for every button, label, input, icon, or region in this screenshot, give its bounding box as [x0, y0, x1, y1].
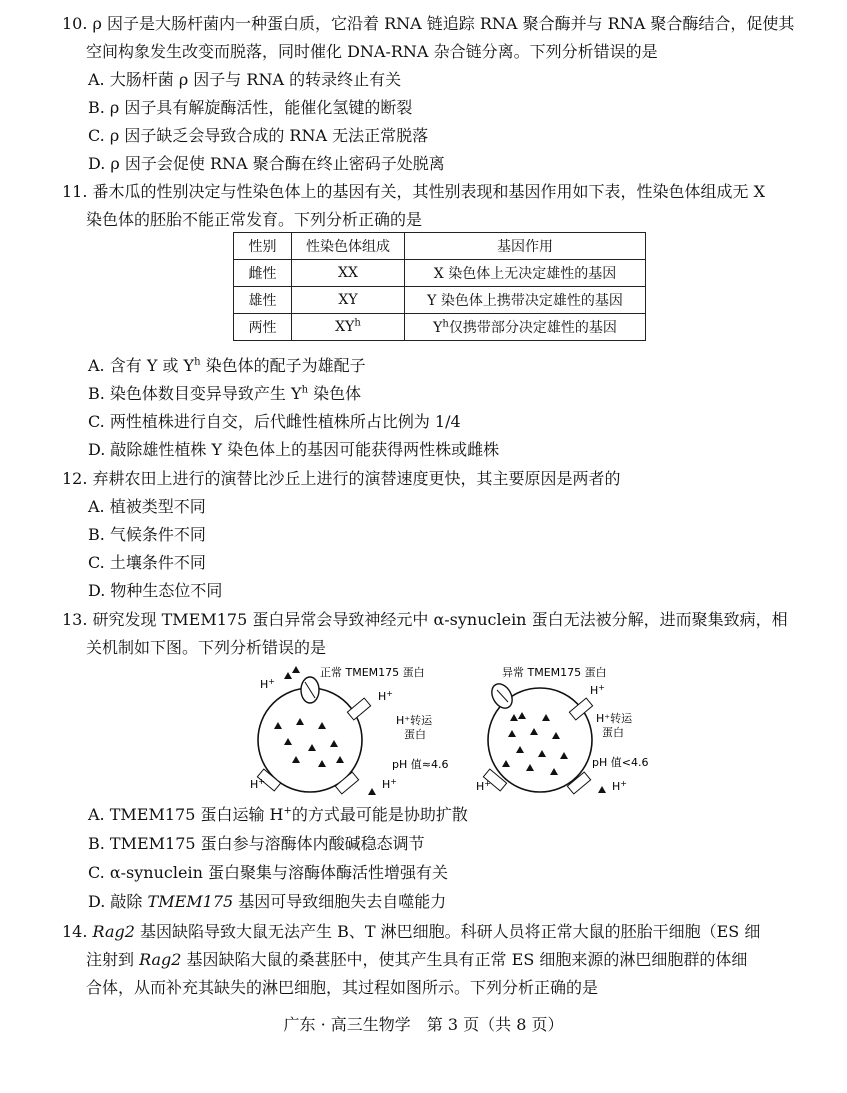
table-row — [234, 260, 646, 287]
option-text: A. TMEM175 蛋白运输 H — [88, 805, 284, 824]
q12-option-d: D. 物种生态位不同 — [88, 581, 223, 600]
gene-name: Rag2 — [139, 950, 182, 969]
transporter-label: H⁺转运 — [396, 714, 433, 727]
q11-option-a — [88, 352, 366, 380]
table-cell: 雌性 — [234, 260, 292, 287]
protein-particles — [274, 718, 344, 767]
superscript-h: h — [194, 356, 201, 368]
q13-option-c: C. α-synuclein 蛋白聚集与溶酶体酶活性增强有关 — [88, 863, 448, 882]
q10-option-a: A. 大肠杆菌 ρ 因子与 RNA 的转录终止有关 — [88, 70, 402, 89]
q14-stem-line3: 合体，从而补充其缺失的淋巴细胞，其过程如图所示。下列分析正确的是 — [86, 978, 599, 997]
option-text: 基因可导致细胞失去自噬能力 — [233, 892, 447, 911]
table-row — [234, 314, 646, 341]
q12-option-c: C. 土壤条件不同 — [88, 553, 206, 572]
superscript-h: h — [301, 384, 309, 396]
sex-determination-table — [233, 232, 646, 341]
h-ion-label: H+ — [476, 779, 491, 793]
q10-option-b: B. ρ 因子具有解旋酶活性，能催化氢键的断裂 — [88, 98, 413, 117]
stem-text: 基因缺陷导致大鼠无法产生 B、T 淋巴细胞。科研人员将正常大鼠的胚胎干细胞（ES 细 — [134, 922, 761, 941]
gene-name: TMEM175 — [147, 892, 234, 911]
abnormal-lysosome — [476, 665, 648, 794]
q11-stem-line1: 11. 番木瓜的性别决定与性染色体上的基因有关，其性别表现和基因作用如下表，性染色体组成无 X — [62, 182, 766, 201]
q10-option-c: C. ρ 因子缺乏会导致合成的 RNA 无法正常脱落 — [88, 126, 429, 145]
table-row — [234, 287, 646, 314]
abnormal-protein-label: 异常 TMEM175 蛋白 — [502, 666, 607, 679]
h-ion-label: H+ — [378, 689, 393, 703]
option-text: A. 含有 Y 或 Y — [88, 356, 195, 375]
stem-text: 注射到 — [86, 950, 140, 969]
protein-particles — [502, 712, 568, 775]
h-ion-label: H+ — [612, 779, 627, 793]
q12-option-a: A. 植被类型不同 — [88, 497, 206, 516]
superscript-h: h — [354, 317, 361, 329]
h-ion-label: H+ — [250, 777, 265, 791]
q11-option-c: C. 两性植株进行自交，后代雌性植株所占比例为 1/4 — [88, 412, 461, 431]
option-text: 的方式最可能是协助扩散 — [291, 805, 468, 824]
q11-stem-line2: 染色体的胚胎不能正常发育。下列分析正确的是 — [86, 210, 423, 229]
table-cell: 两性 — [234, 314, 292, 341]
table-cell: X 染色体上无决定雄性的基因 — [405, 260, 646, 287]
lysosome-diagram — [250, 660, 650, 800]
question-number: 14. — [62, 922, 88, 941]
q11-option-b — [88, 380, 361, 408]
table-cell: XX — [292, 260, 405, 287]
q12-option-b: B. 气候条件不同 — [88, 525, 206, 544]
gene-role-text: 仅携带部分决定雄性的基因 — [448, 320, 617, 336]
ions-outside — [284, 666, 376, 795]
table-header: 性别 — [234, 233, 292, 260]
h-ion-label: H+ — [382, 777, 397, 791]
chromosome-text: Y — [433, 320, 443, 336]
table-cell — [405, 314, 646, 341]
table-header-row — [234, 233, 646, 260]
table-header: 性染色体组成 — [292, 233, 405, 260]
q14-stem-line2 — [86, 946, 747, 974]
option-text: 染色体的配子为雄配子 — [200, 356, 366, 375]
h-transporter-icon — [483, 698, 592, 794]
q10-option-d: D. ρ 因子会促使 RNA 聚合酶在终止密码子处脱离 — [88, 154, 445, 173]
transporter-label: H⁺转运 — [596, 712, 633, 725]
table-cell: XY — [292, 287, 405, 314]
ph-label-normal: pH 值≈4.6 — [392, 758, 449, 771]
h-transporter-icon — [257, 698, 370, 794]
ions-outside — [598, 786, 606, 793]
transporter-label: 蛋白 — [404, 728, 426, 741]
tmem175-channel-icon — [488, 680, 517, 712]
h-ion-label: H+ — [590, 683, 605, 697]
superscript-h: h — [442, 318, 449, 330]
q10-stem-line2: 空间构象发生改变而脱落，同时催化 DNA-RNA 杂合链分离。下列分析错误的是 — [86, 42, 658, 61]
option-text: D. 敲除 — [88, 892, 148, 911]
q12-stem-line1: 12. 弃耕农田上进行的演替比沙丘上进行的演替速度更快，其主要原因是两者的 — [62, 469, 621, 488]
table-header: 基因作用 — [405, 233, 646, 260]
option-text: 染色体 — [308, 384, 362, 403]
page-footer: 广东 · 高三生物学 第 3 页（共 8 页） — [283, 1015, 564, 1034]
q13-option-b: B. TMEM175 蛋白参与溶酶体内酸碱稳态调节 — [88, 834, 425, 853]
gene-name: Rag2 — [92, 922, 135, 941]
transporter-label: 蛋白 — [602, 726, 624, 739]
q14-stem-line1 — [62, 918, 832, 946]
chromosome-text: XY — [335, 319, 355, 335]
table-cell: Y 染色体上携带决定雄性的基因 — [405, 287, 646, 314]
superscript-plus: + — [283, 805, 292, 817]
tmem175-channel-icon — [301, 677, 319, 703]
q10-stem-line1: 10. ρ 因子是大肠杆菌内一种蛋白质，它沿着 RNA 链追踪 RNA 聚合酶并与 RNA 聚合酶结合，促使其 — [62, 14, 795, 33]
ph-label-abnormal: pH 值<4.6 — [592, 756, 649, 769]
q11-option-d: D. 敲除雄性植株 Y 染色体上的基因可能获得两性株或雌株 — [88, 440, 500, 459]
q13-stem-line2: 关机制如下图。下列分析错误的是 — [86, 638, 327, 657]
normal-protein-label: 正常 TMEM175 蛋白 — [320, 666, 425, 679]
table-cell — [292, 314, 405, 341]
table-cell: 雄性 — [234, 287, 292, 314]
stem-text: 基因缺陷大鼠的桑葚胚中，使其产生具有正常 ES 细胞来源的淋巴细胞群的体细 — [181, 950, 748, 969]
q13-stem-line1: 13. 研究发现 TMEM175 蛋白异常会导致神经元中 α-synuclein 蛋白无法被分解，进而聚集致病，相 — [62, 610, 788, 629]
normal-lysosome — [250, 665, 448, 795]
q13-option-a — [88, 801, 468, 829]
h-ion-label: H+ — [260, 677, 275, 691]
option-text: B. 染色体数目变异导致产生 Y — [88, 384, 302, 403]
q13-option-d — [88, 888, 446, 916]
